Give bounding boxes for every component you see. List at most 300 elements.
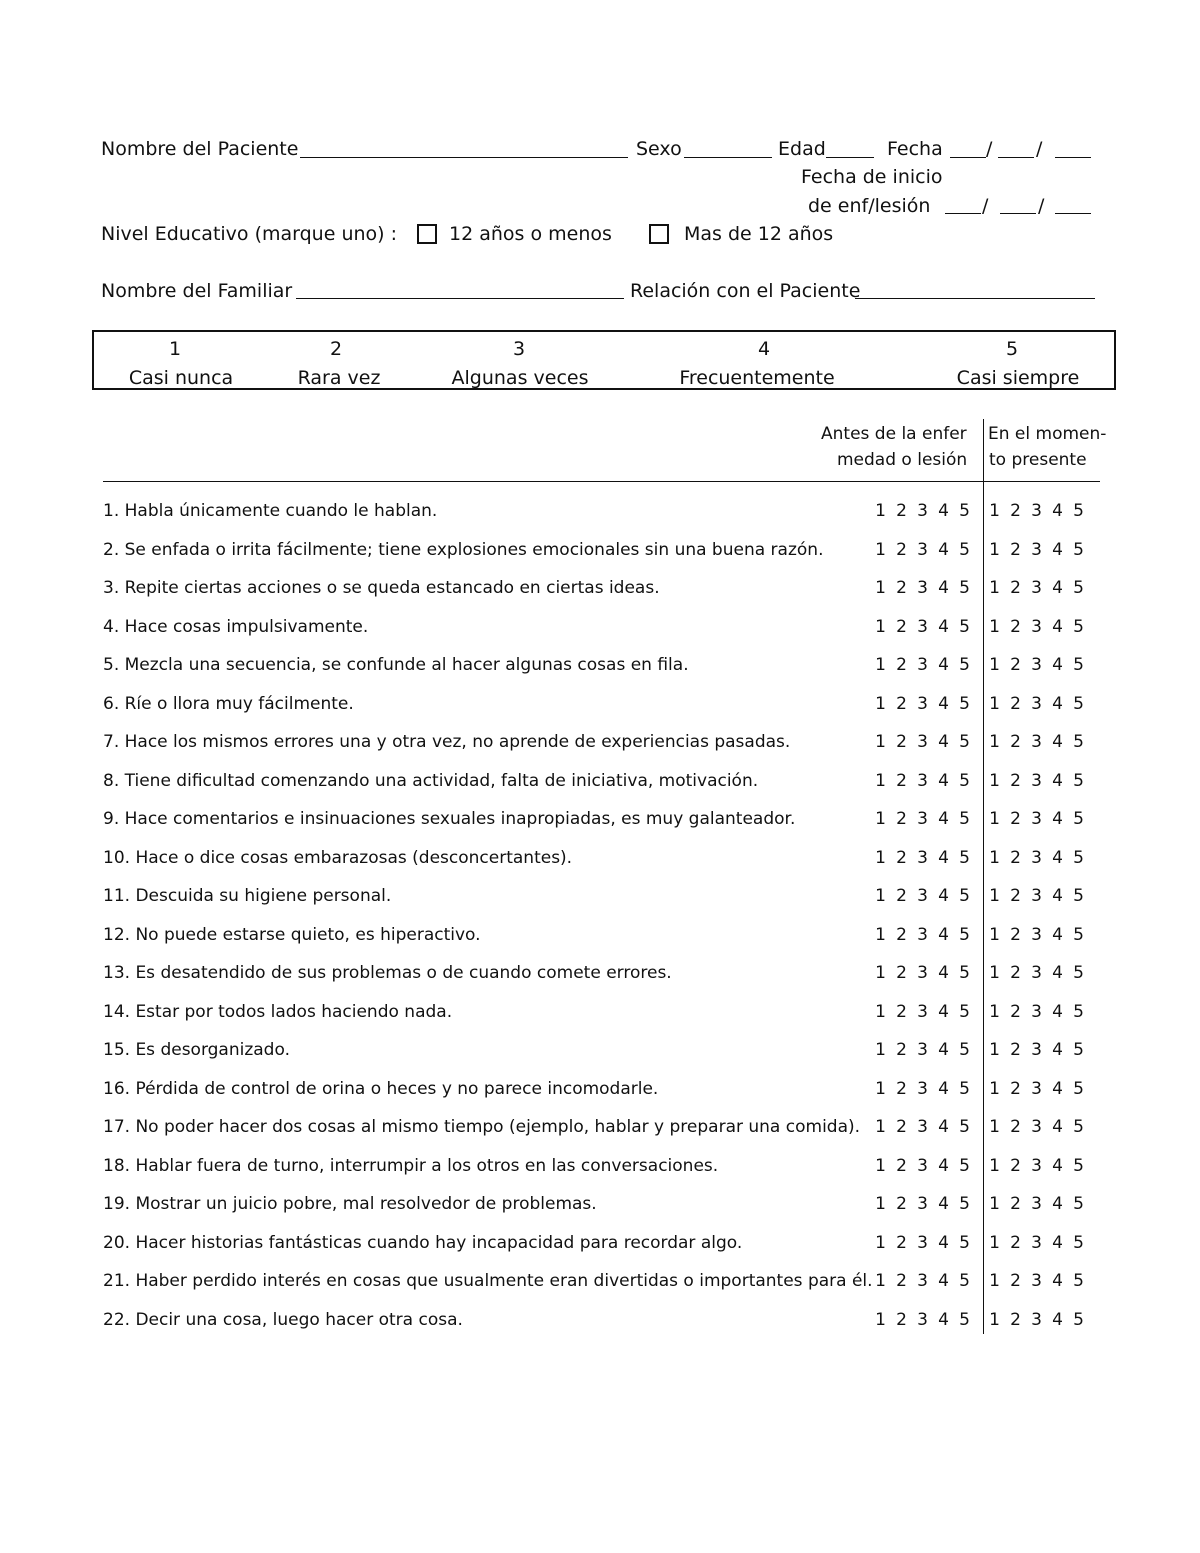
before-rating-option[interactable]: 3 (917, 1232, 928, 1253)
before-rating-option[interactable]: 2 (896, 501, 907, 521)
sex-field[interactable] (684, 157, 772, 158)
before-rating-option[interactable]: 2 (896, 539, 907, 560)
before-rating-option[interactable]: 3 (917, 1078, 928, 1099)
relative-name-field[interactable] (296, 298, 624, 299)
now-rating-options (984, 1232, 1089, 1254)
before-rating-options (870, 616, 975, 638)
item-text: 18. Hablar fuera de turno, interrumpir a los otros en las conversaciones. (103, 1155, 719, 1176)
before-rating-option[interactable]: 1 (875, 809, 886, 829)
now-rating-option[interactable]: 2 (1010, 847, 1021, 868)
before-rating-option[interactable]: 4 (938, 847, 949, 868)
now-rating-option[interactable]: 1 (989, 1232, 1000, 1253)
now-column-heading-line1: En el momen- (988, 424, 1107, 444)
now-rating-option[interactable]: 4 (1052, 1232, 1063, 1253)
before-rating-option[interactable]: 1 (875, 1001, 886, 1022)
before-rating-option[interactable]: 5 (959, 732, 970, 752)
now-rating-option[interactable]: 4 (1052, 809, 1063, 829)
now-rating-option[interactable]: 3 (1031, 886, 1042, 906)
now-rating-option[interactable]: 5 (1073, 501, 1084, 521)
now-rating-option[interactable]: 4 (1052, 1194, 1063, 1214)
now-rating-option[interactable]: 1 (989, 963, 1000, 983)
before-rating-option[interactable]: 2 (896, 1001, 907, 1022)
item-text: 20. Hacer historias fantásticas cuando hay incapacidad para recordar algo. (103, 1232, 743, 1253)
before-rating-option[interactable]: 5 (959, 847, 970, 868)
now-rating-option[interactable]: 2 (1010, 924, 1021, 945)
before-rating-option[interactable]: 2 (896, 693, 907, 714)
now-rating-option[interactable]: 1 (989, 732, 1000, 752)
now-rating-option[interactable]: 3 (1031, 693, 1042, 714)
before-rating-option[interactable]: 4 (938, 539, 949, 560)
item-text: 22. Decir una cosa, luego hacer otra cosa. (103, 1309, 463, 1330)
before-rating-option[interactable]: 5 (959, 539, 970, 560)
before-rating-option[interactable]: 3 (917, 578, 928, 598)
before-rating-option[interactable]: 5 (959, 1040, 970, 1060)
before-rating-option[interactable]: 3 (917, 732, 928, 752)
now-rating-option[interactable]: 4 (1052, 886, 1063, 906)
now-rating-options (984, 924, 1089, 946)
education-over-12-checkbox[interactable] (649, 224, 669, 244)
now-rating-options (984, 731, 1089, 753)
now-rating-option[interactable]: 1 (989, 809, 1000, 829)
before-rating-option[interactable]: 1 (875, 770, 886, 791)
before-rating-option[interactable]: 1 (875, 1194, 886, 1214)
now-rating-option[interactable]: 4 (1052, 924, 1063, 945)
now-rating-options (984, 654, 1089, 676)
now-rating-option[interactable]: 1 (989, 539, 1000, 560)
before-rating-option[interactable]: 3 (917, 1271, 928, 1291)
relative-name-label: Nombre del Familiar (101, 280, 293, 302)
patient-name-label: Nombre del Paciente (101, 138, 299, 160)
before-rating-option[interactable]: 1 (875, 886, 886, 906)
before-rating-option[interactable]: 2 (896, 809, 907, 829)
before-rating-option[interactable]: 4 (938, 732, 949, 752)
date-separator: / (986, 138, 993, 160)
before-rating-options (870, 693, 975, 715)
onset-date-label-line2: de enf/lesión (808, 195, 931, 217)
now-rating-option[interactable]: 2 (1010, 1155, 1021, 1176)
date-label: Fecha (887, 138, 943, 160)
before-rating-option[interactable]: 2 (896, 847, 907, 868)
before-rating-option[interactable]: 2 (896, 924, 907, 945)
before-rating-option[interactable]: 4 (938, 809, 949, 829)
before-rating-option[interactable]: 4 (938, 1078, 949, 1099)
now-rating-option[interactable]: 4 (1052, 1078, 1063, 1099)
now-rating-option[interactable]: 1 (989, 1040, 1000, 1060)
before-rating-option[interactable]: 3 (917, 847, 928, 868)
now-rating-option[interactable]: 5 (1073, 1040, 1084, 1060)
scale-number-3: 3 (512, 338, 526, 360)
onset-day-field[interactable] (945, 213, 981, 214)
before-rating-option[interactable]: 1 (875, 1271, 886, 1291)
now-rating-option[interactable]: 4 (1052, 732, 1063, 752)
before-rating-option[interactable]: 3 (917, 886, 928, 906)
before-rating-options (870, 1155, 975, 1177)
before-rating-option[interactable]: 4 (938, 655, 949, 675)
now-rating-option[interactable]: 3 (1031, 1309, 1042, 1330)
before-rating-options (870, 1116, 975, 1138)
before-rating-option[interactable]: 1 (875, 1040, 886, 1060)
before-rating-option[interactable]: 5 (959, 655, 970, 675)
now-rating-option[interactable]: 3 (1031, 847, 1042, 868)
now-rating-option[interactable]: 5 (1073, 1155, 1084, 1176)
before-rating-option[interactable]: 2 (896, 963, 907, 983)
item-text: 12. No puede estarse quieto, es hiperactivo. (103, 924, 481, 945)
now-rating-option[interactable]: 5 (1073, 886, 1084, 906)
now-rating-option[interactable]: 3 (1031, 578, 1042, 598)
now-rating-option[interactable]: 3 (1031, 1232, 1042, 1253)
now-rating-option[interactable]: 2 (1010, 770, 1021, 791)
before-rating-option[interactable]: 1 (875, 616, 886, 637)
now-rating-option[interactable]: 5 (1073, 578, 1084, 598)
now-rating-option[interactable]: 1 (989, 886, 1000, 906)
before-rating-option[interactable]: 2 (896, 1232, 907, 1253)
now-rating-option[interactable]: 4 (1052, 1001, 1063, 1022)
before-rating-option[interactable]: 3 (917, 616, 928, 637)
now-rating-option[interactable]: 3 (1031, 732, 1042, 752)
now-rating-options (984, 1155, 1089, 1177)
scale-number-4: 4 (757, 338, 771, 360)
now-rating-option[interactable]: 1 (989, 1309, 1000, 1330)
header-divider-line (103, 481, 1100, 482)
before-rating-option[interactable]: 4 (938, 1155, 949, 1176)
before-rating-options (870, 1309, 975, 1331)
education-over-12-label: Mas de 12 años (684, 223, 834, 245)
date-month-field[interactable] (998, 157, 1034, 158)
now-rating-option[interactable]: 4 (1052, 1117, 1063, 1137)
now-rating-option[interactable]: 1 (989, 924, 1000, 945)
now-rating-option[interactable]: 1 (989, 847, 1000, 868)
before-rating-option[interactable]: 4 (938, 501, 949, 521)
now-rating-option[interactable]: 2 (1010, 886, 1021, 906)
item-text: 6. Ríe o llora muy fácilmente. (103, 693, 354, 714)
now-rating-option[interactable]: 5 (1073, 847, 1084, 868)
now-rating-option[interactable]: 2 (1010, 809, 1021, 829)
before-rating-option[interactable]: 1 (875, 1155, 886, 1176)
before-rating-option[interactable]: 4 (938, 963, 949, 983)
now-rating-option[interactable]: 1 (989, 578, 1000, 598)
now-rating-option[interactable]: 4 (1052, 1309, 1063, 1330)
item-text: 14. Estar por todos lados haciendo nada. (103, 1001, 453, 1022)
item-text: 11. Descuida su higiene personal. (103, 886, 392, 906)
before-rating-option[interactable]: 1 (875, 1309, 886, 1330)
now-rating-option[interactable]: 4 (1052, 539, 1063, 560)
now-rating-option[interactable]: 2 (1010, 655, 1021, 675)
item-text: 13. Es desatendido de sus problemas o de cuando comete errores. (103, 963, 672, 983)
before-rating-option[interactable]: 5 (959, 1232, 970, 1253)
now-rating-option[interactable]: 5 (1073, 616, 1084, 637)
before-rating-option[interactable]: 1 (875, 732, 886, 752)
item-text: 17. No poder hacer dos cosas al mismo tiempo (ejemplo, hablar y preparar una comida). (103, 1117, 861, 1137)
before-rating-option[interactable]: 5 (959, 1001, 970, 1022)
before-rating-option[interactable]: 5 (959, 924, 970, 945)
before-rating-option[interactable]: 5 (959, 1194, 970, 1214)
before-rating-option[interactable]: 5 (959, 1117, 970, 1137)
now-rating-option[interactable]: 2 (1010, 1001, 1021, 1022)
now-rating-options (984, 1193, 1089, 1215)
before-rating-option[interactable]: 1 (875, 693, 886, 714)
now-rating-options (984, 693, 1089, 715)
before-rating-option[interactable]: 5 (959, 963, 970, 983)
scale-number-2: 2 (329, 338, 343, 360)
now-rating-option[interactable]: 1 (989, 616, 1000, 637)
before-rating-option[interactable]: 1 (875, 1078, 886, 1099)
now-rating-option[interactable]: 5 (1073, 963, 1084, 983)
before-rating-option[interactable]: 5 (959, 693, 970, 714)
scale-label-3: Algunas veces (451, 367, 589, 389)
now-rating-options (984, 808, 1089, 830)
now-rating-options (984, 1039, 1089, 1061)
before-rating-option[interactable]: 5 (959, 1271, 970, 1291)
now-rating-option[interactable]: 2 (1010, 1271, 1021, 1291)
now-rating-option[interactable]: 5 (1073, 1271, 1084, 1291)
before-rating-option[interactable]: 2 (896, 886, 907, 906)
now-rating-option[interactable]: 5 (1073, 1078, 1084, 1099)
item-text: 9. Hace comentarios e insinuaciones sexuales inapropiadas, es muy galanteador. (103, 809, 796, 829)
age-label: Edad (778, 138, 826, 160)
now-rating-option[interactable]: 4 (1052, 578, 1063, 598)
now-rating-options (984, 1001, 1089, 1023)
before-rating-option[interactable]: 3 (917, 1040, 928, 1060)
before-rating-option[interactable]: 4 (938, 1194, 949, 1214)
before-rating-options (870, 1193, 975, 1215)
now-rating-option[interactable]: 2 (1010, 578, 1021, 598)
before-rating-option[interactable]: 5 (959, 886, 970, 906)
item-text: 3. Repite ciertas acciones o se queda estancado en ciertas ideas. (103, 578, 660, 598)
now-rating-option[interactable]: 3 (1031, 501, 1042, 521)
before-rating-options (870, 577, 975, 599)
now-rating-option[interactable]: 3 (1031, 770, 1042, 791)
before-rating-options (870, 847, 975, 869)
item-text: 2. Se enfada o irrita fácilmente; tiene explosiones emocionales sin una buena razón. (103, 539, 824, 560)
now-rating-option[interactable]: 3 (1031, 1001, 1042, 1022)
now-rating-option[interactable]: 2 (1010, 616, 1021, 637)
now-rating-option[interactable]: 2 (1010, 1232, 1021, 1253)
now-rating-option[interactable]: 1 (989, 1078, 1000, 1099)
before-rating-option[interactable]: 2 (896, 1194, 907, 1214)
before-rating-options (870, 962, 975, 984)
before-rating-option[interactable]: 2 (896, 1040, 907, 1060)
before-column-heading-line2: medad o lesión (837, 450, 968, 470)
now-rating-options (984, 500, 1089, 522)
before-rating-option[interactable]: 4 (938, 616, 949, 637)
before-rating-options (870, 885, 975, 907)
before-rating-option[interactable]: 4 (938, 578, 949, 598)
now-rating-option[interactable]: 1 (989, 1155, 1000, 1176)
date-day-field[interactable] (950, 157, 986, 158)
now-rating-option[interactable]: 2 (1010, 1117, 1021, 1137)
item-text: 1. Habla únicamente cuando le hablan. (103, 501, 438, 521)
before-rating-options (870, 731, 975, 753)
now-rating-option[interactable]: 4 (1052, 655, 1063, 675)
before-rating-option[interactable]: 3 (917, 539, 928, 560)
before-rating-option[interactable]: 1 (875, 1117, 886, 1137)
before-rating-option[interactable]: 2 (896, 1155, 907, 1176)
before-rating-option[interactable]: 5 (959, 1078, 970, 1099)
before-rating-option[interactable]: 4 (938, 1271, 949, 1291)
now-rating-option[interactable]: 5 (1073, 1194, 1084, 1214)
before-rating-option[interactable]: 4 (938, 1040, 949, 1060)
now-rating-option[interactable]: 3 (1031, 1040, 1042, 1060)
scale-label-4: Frecuentemente (679, 367, 835, 389)
before-rating-option[interactable]: 1 (875, 924, 886, 945)
before-rating-option[interactable]: 5 (959, 1155, 970, 1176)
now-rating-option[interactable]: 1 (989, 770, 1000, 791)
before-rating-option[interactable]: 4 (938, 924, 949, 945)
now-rating-option[interactable]: 3 (1031, 924, 1042, 945)
before-rating-option[interactable]: 2 (896, 655, 907, 675)
now-rating-option[interactable]: 1 (989, 1001, 1000, 1022)
item-text: 21. Haber perdido interés en cosas que usualmente eran divertidas o importantes para él. (103, 1271, 873, 1291)
onset-month-field[interactable] (1000, 213, 1036, 214)
now-rating-option[interactable]: 2 (1010, 501, 1021, 521)
now-rating-option[interactable]: 4 (1052, 1271, 1063, 1291)
before-rating-option[interactable]: 4 (938, 770, 949, 791)
now-rating-option[interactable]: 2 (1010, 1194, 1021, 1214)
before-rating-option[interactable]: 5 (959, 770, 970, 791)
before-rating-option[interactable]: 4 (938, 693, 949, 714)
before-rating-option[interactable]: 3 (917, 1194, 928, 1214)
before-rating-option[interactable]: 3 (917, 963, 928, 983)
before-rating-option[interactable]: 5 (959, 1309, 970, 1330)
before-rating-option[interactable]: 1 (875, 501, 886, 521)
onset-year-field[interactable] (1055, 213, 1091, 214)
before-rating-option[interactable]: 3 (917, 1309, 928, 1330)
before-rating-option[interactable]: 3 (917, 501, 928, 521)
before-rating-option[interactable]: 2 (896, 1117, 907, 1137)
now-rating-option[interactable]: 5 (1073, 655, 1084, 675)
before-rating-option[interactable]: 3 (917, 770, 928, 791)
item-text: 7. Hace los mismos errores una y otra vez, no aprende de experiencias pasadas. (103, 732, 791, 752)
before-rating-option[interactable]: 3 (917, 1117, 928, 1137)
now-rating-option[interactable]: 3 (1031, 1078, 1042, 1099)
now-rating-options (984, 1270, 1089, 1292)
now-rating-option[interactable]: 5 (1073, 693, 1084, 714)
now-rating-option[interactable]: 3 (1031, 1271, 1042, 1291)
before-rating-options (870, 1039, 975, 1061)
now-rating-options (984, 577, 1089, 599)
before-rating-option[interactable]: 2 (896, 1271, 907, 1291)
now-rating-option[interactable]: 3 (1031, 809, 1042, 829)
now-rating-option[interactable]: 2 (1010, 963, 1021, 983)
now-rating-option[interactable]: 1 (989, 1194, 1000, 1214)
before-rating-option[interactable]: 4 (938, 1117, 949, 1137)
before-rating-option[interactable]: 1 (875, 578, 886, 598)
now-rating-option[interactable]: 2 (1010, 732, 1021, 752)
before-rating-option[interactable]: 3 (917, 1001, 928, 1022)
now-rating-option[interactable]: 5 (1073, 539, 1084, 560)
before-rating-option[interactable]: 1 (875, 1232, 886, 1253)
before-rating-option[interactable]: 1 (875, 655, 886, 675)
before-rating-option[interactable]: 5 (959, 501, 970, 521)
now-rating-option[interactable]: 4 (1052, 770, 1063, 791)
now-rating-option[interactable]: 5 (1073, 924, 1084, 945)
before-rating-option[interactable]: 3 (917, 693, 928, 714)
now-rating-option[interactable]: 5 (1073, 1001, 1084, 1022)
before-rating-option[interactable]: 1 (875, 539, 886, 560)
now-rating-option[interactable]: 4 (1052, 963, 1063, 983)
before-rating-options (870, 1001, 975, 1023)
before-rating-option[interactable]: 2 (896, 578, 907, 598)
before-rating-options (870, 1078, 975, 1100)
now-rating-option[interactable]: 4 (1052, 847, 1063, 868)
now-rating-option[interactable]: 1 (989, 693, 1000, 714)
relationship-field[interactable] (855, 298, 1095, 299)
now-rating-option[interactable]: 3 (1031, 616, 1042, 637)
now-rating-option[interactable]: 1 (989, 655, 1000, 675)
now-rating-option[interactable]: 4 (1052, 501, 1063, 521)
education-12-or-less-checkbox[interactable] (417, 224, 437, 244)
before-rating-option[interactable]: 4 (938, 1001, 949, 1022)
before-rating-options (870, 924, 975, 946)
before-rating-option[interactable]: 5 (959, 809, 970, 829)
now-rating-options (984, 962, 1089, 984)
now-rating-option[interactable]: 3 (1031, 1155, 1042, 1176)
now-rating-option[interactable]: 5 (1073, 1309, 1084, 1330)
before-rating-option[interactable]: 2 (896, 1078, 907, 1099)
now-rating-option[interactable]: 4 (1052, 1040, 1063, 1060)
now-rating-option[interactable]: 3 (1031, 1117, 1042, 1137)
onset-date-separator: / (982, 195, 989, 217)
now-rating-option[interactable]: 3 (1031, 655, 1042, 675)
now-rating-option[interactable]: 4 (1052, 616, 1063, 637)
now-rating-option[interactable]: 2 (1010, 1309, 1021, 1330)
before-rating-options (870, 500, 975, 522)
age-field[interactable] (826, 157, 874, 158)
patient-name-field[interactable] (300, 157, 628, 158)
item-text: 10. Hace o dice cosas embarazosas (desconcertantes). (103, 847, 573, 868)
now-rating-option[interactable]: 4 (1052, 693, 1063, 714)
date-year-field[interactable] (1055, 157, 1091, 158)
before-rating-option[interactable]: 3 (917, 1155, 928, 1176)
now-rating-option[interactable]: 2 (1010, 1078, 1021, 1099)
now-rating-option[interactable]: 5 (1073, 732, 1084, 752)
now-rating-option[interactable]: 3 (1031, 539, 1042, 560)
before-rating-option[interactable]: 4 (938, 1232, 949, 1253)
now-rating-option[interactable]: 5 (1073, 1232, 1084, 1253)
now-rating-option[interactable]: 5 (1073, 1117, 1084, 1137)
now-rating-options (984, 539, 1089, 561)
now-rating-option[interactable]: 1 (989, 1117, 1000, 1137)
now-rating-option[interactable]: 3 (1031, 1194, 1042, 1214)
before-rating-option[interactable]: 4 (938, 886, 949, 906)
before-rating-option[interactable]: 3 (917, 655, 928, 675)
now-rating-option[interactable]: 2 (1010, 539, 1021, 560)
before-rating-option[interactable]: 2 (896, 732, 907, 752)
before-rating-option[interactable]: 4 (938, 1309, 949, 1330)
now-rating-option[interactable]: 5 (1073, 770, 1084, 791)
sex-label: Sexo (636, 138, 682, 160)
before-rating-option[interactable]: 2 (896, 1309, 907, 1330)
before-column-heading-line1: Antes de la enfer (821, 424, 967, 444)
now-rating-option[interactable]: 4 (1052, 1155, 1063, 1176)
before-rating-option[interactable]: 1 (875, 963, 886, 983)
before-rating-option[interactable]: 1 (875, 847, 886, 868)
before-rating-option[interactable]: 2 (896, 616, 907, 637)
before-rating-option[interactable]: 3 (917, 924, 928, 945)
before-rating-options (870, 1270, 975, 1292)
now-rating-option[interactable]: 2 (1010, 693, 1021, 714)
before-rating-option[interactable]: 5 (959, 578, 970, 598)
now-rating-option[interactable]: 5 (1073, 809, 1084, 829)
before-rating-option[interactable]: 3 (917, 809, 928, 829)
now-rating-option[interactable]: 2 (1010, 1040, 1021, 1060)
now-rating-option[interactable]: 1 (989, 501, 1000, 521)
before-rating-option[interactable]: 5 (959, 616, 970, 637)
now-rating-option[interactable]: 1 (989, 1271, 1000, 1291)
item-text: 4. Hace cosas impulsivamente. (103, 616, 369, 637)
before-rating-option[interactable]: 2 (896, 770, 907, 791)
now-rating-option[interactable]: 3 (1031, 963, 1042, 983)
